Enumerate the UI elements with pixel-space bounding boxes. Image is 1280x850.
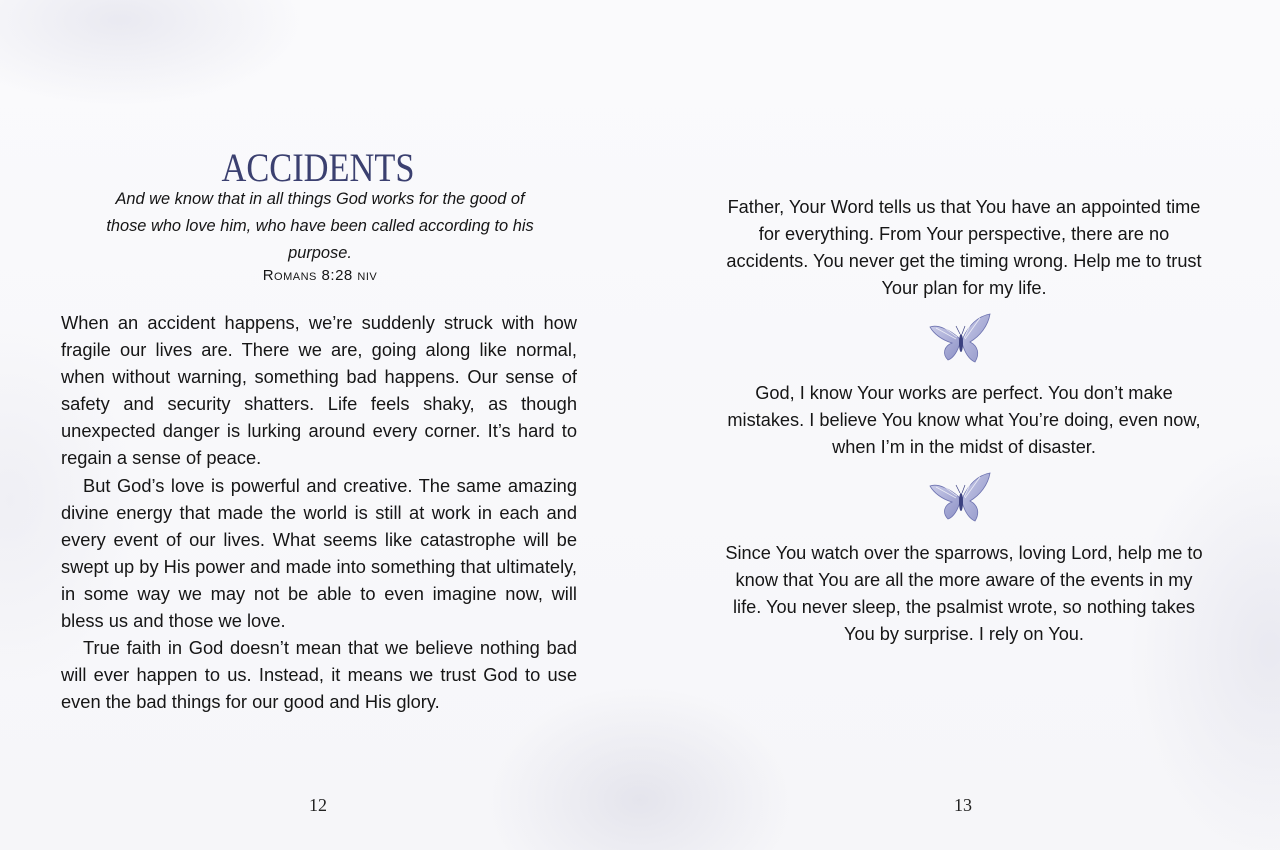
scripture-reference: Romans 8:28 niv [262,267,378,284]
prayer-paragraph: Father, Your Word tells us that You have an appointed time for everything. From Your perspective, there are no accidents. You never get the timing wrong. Help me to trust Your plan for my life. [726,197,1202,299]
prayer-paragraph: God, I know Your works are perfect. You don’t make mistakes. I believe You know what You’re doing, even now, when I’m in the midst of disaster. [727,383,1201,458]
paragraph: True faith in God doesn’t mean that we believe nothing bad will ever happen to us. Instead, it means we trust God to use even the bad things for our good and His glory. [61,637,577,713]
page-title: ACCIDENTS [221,144,415,190]
prayer-paragraph: Since You watch over the sparrows, loving Lord, help me to know that You are all the more aware of the events in my life. You never sleep, the psalmist wrote, so nothing takes You by surprise. I rely on You. [725,543,1203,645]
butterfly-icon [928,312,994,368]
scripture-verse: And we know that in all things God works for the good of those who love him, who have been called according to his purpose. [106,190,534,262]
devotional-body [61,309,577,715]
right-page [640,0,1280,850]
page-number: 12 [309,795,327,815]
page-number: 13 [954,795,972,815]
butterfly-icon [928,471,994,527]
paragraph: But God’s love is powerful and creative. The same amazing divine energy that made the world is still at work in each and every event of our lives. What seems like catastrophe will be swept up by His power and made into something that ultimately, in some way we may not be able to even imagine now, will bless us and those we love. [61,474,577,632]
paragraph: When an accident happens, we’re suddenly struck with how fragile our lives are. There we are, going along like normal, when without warning, something bad happens. Our sense of safety and security shatters. Life feels shaky, as though unexpected danger is lurking around every corner. It’s hard to regain a sense of peace. [61,312,577,469]
